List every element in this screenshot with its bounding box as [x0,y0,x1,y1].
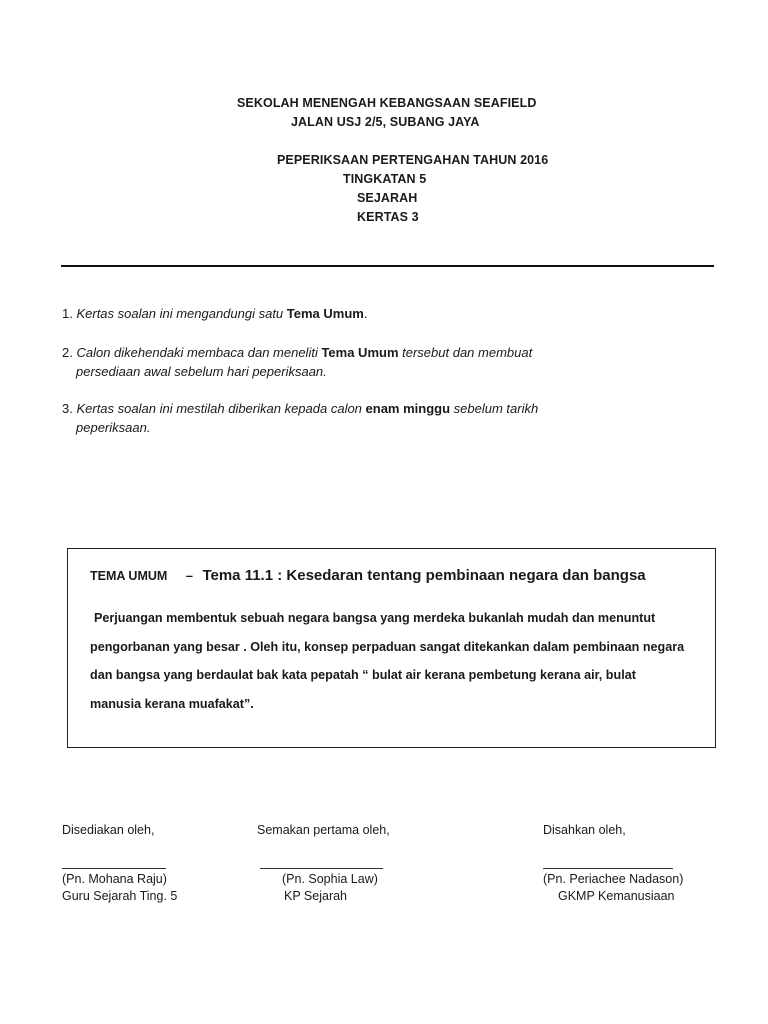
signature-title: KP Sejarah [284,889,348,903]
theme-body-line: dan bangsa yang berdaulat bak kata pepatah “ bulat air kerana pembetung kerana air, bulat [90,668,636,683]
instruction-1 [62,304,367,323]
signature-role: Disediakan oleh, [62,823,155,837]
subject-name: SEJARAH [357,191,418,205]
instruction-3 [62,399,538,437]
instruction-emphasis: enam minggu [365,401,451,416]
signature-line [260,854,390,871]
signature-prepared [62,822,177,906]
signature-name: (Pn. Periachee Nadason) [543,871,684,886]
instruction-emphasis: Tema Umum [321,345,399,360]
theme-box [67,548,716,748]
instruction-number: 1. [62,306,73,321]
signature-title: GKMP Kemanusiaan [558,889,675,903]
signature-role: Disahkan oleh, [543,823,626,837]
instruction-text: tersebut dan membuat [398,345,533,360]
instruction-text: Kertas soalan ini mestilah diberikan kepada calon [76,401,366,416]
instruction-emphasis: Tema Umum [286,306,364,321]
theme-dash: – [185,568,193,583]
instruction-continuation: peperiksaan. [76,420,151,435]
signature-line [543,854,683,871]
instruction-2 [62,343,532,381]
instruction-number: 3. [62,401,73,416]
paper-number: KERTAS 3 [357,210,419,224]
instruction-text: sebelum tarikh [450,401,539,416]
signature-title: Guru Sejarah Ting. 5 [62,889,178,903]
instruction-text: Kertas soalan ini mengandungi satu [76,306,287,321]
theme-body-line: manusia kerana muafakat”. [90,697,254,712]
signature-name: (Pn. Sophia Law) [282,871,378,886]
theme-body [90,604,715,719]
theme-heading [90,567,646,585]
header-divider [61,265,714,267]
theme-title: Tema 11.1 : Kesedaran tentang pembinaan negara dan bangsa [202,567,646,584]
exam-title: PEPERIKSAAN PERTENGAHAN TAHUN 2016 [277,153,549,167]
instruction-continuation: persediaan awal sebelum hari peperiksaan. [76,364,327,379]
signature-line [62,854,177,871]
signature-approved [543,822,683,906]
signature-role: Semakan pertama oleh, [257,823,390,837]
theme-body-line: Perjuangan membentuk sebuah negara bangsa yang merdeka bukanlah mudah dan menuntut [94,611,656,625]
theme-body-line: pengorbanan yang besar . Oleh itu, konsep perpaduan sangat ditekankan dalam pembinaan negara [90,639,685,654]
instruction-number: 2. [62,345,73,360]
instruction-text: Calon dikehendaki membaca dan meneliti [76,345,322,360]
school-name: SEKOLAH MENENGAH KEBANGSAAN SEAFIELD [237,96,537,110]
signature-reviewed [257,822,390,906]
form-level: TINGKATAN 5 [343,172,427,186]
instruction-text: . [363,306,368,321]
school-address: JALAN USJ 2/5, SUBANG JAYA [291,115,480,129]
theme-label: TEMA UMUM [90,569,168,583]
signature-name: (Pn. Mohana Raju) [62,871,167,886]
